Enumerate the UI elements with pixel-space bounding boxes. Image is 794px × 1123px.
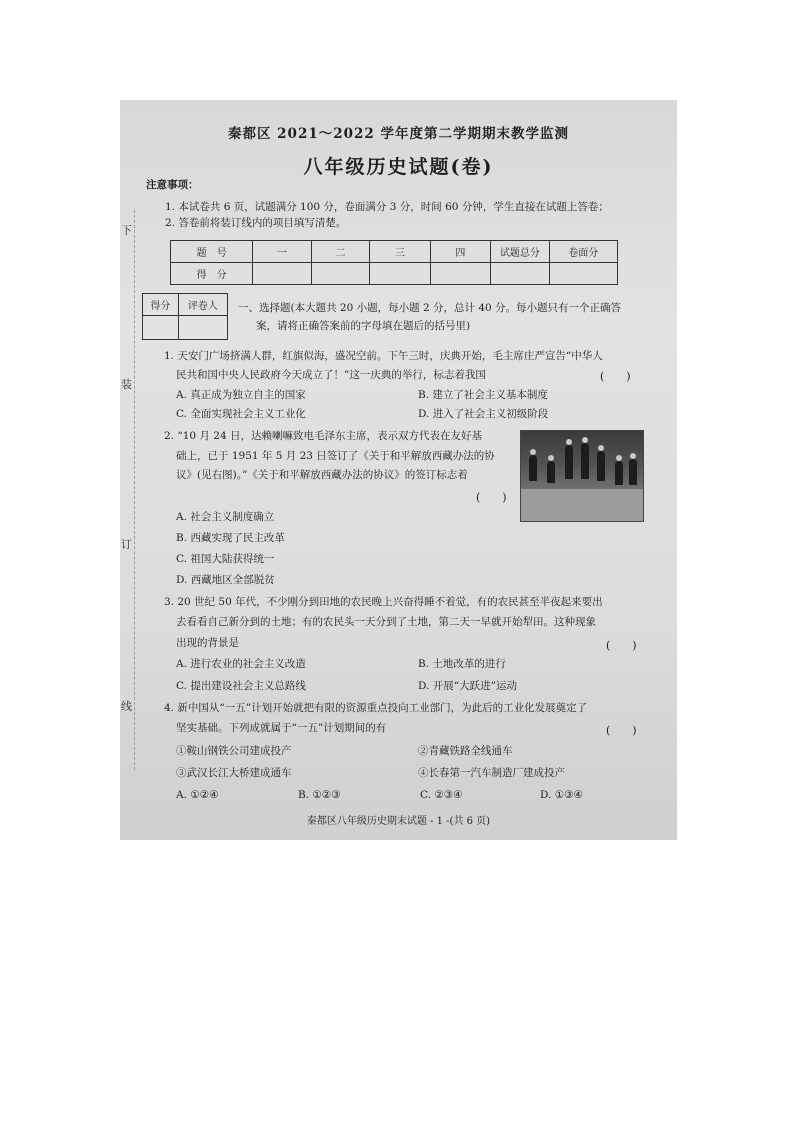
score-table-header: 试题总分: [491, 241, 549, 263]
question-text: 议》(见右图)。”《关于和平解放西藏办法的协议》的签订标志着: [176, 469, 468, 481]
option-a: A. 社会主义制度确立: [176, 511, 275, 523]
grader-score-cell[interactable]: [143, 316, 179, 340]
answer-bracket[interactable]: ( ): [600, 370, 631, 383]
question-text: 去看看自己新分到的土地；有的农民头一天分到了土地，第二天一早就开始犁田。这种现象: [176, 616, 596, 628]
score-table-header: 一: [253, 241, 311, 263]
option-d: D. 开展“大跃进”运动: [418, 680, 517, 692]
score-row-label: 得 分: [171, 263, 253, 285]
section-title: 案，请将正确答案前的字母填在题后的括号里): [256, 320, 471, 332]
option-c: C. 祖国大陆获得统一: [176, 553, 275, 565]
option-b: B. 土地改革的进行: [418, 658, 506, 670]
notes-item: 2. 答卷前将装订线内的项目填写清楚。: [165, 217, 347, 229]
answer-bracket[interactable]: ( ): [476, 491, 507, 504]
grader-name-label: 评卷人: [178, 294, 227, 316]
question-text: 2. “10 月 24 日，达赖喇嘛致电毛泽东主席，表示双方代表在友好基: [164, 430, 482, 442]
option-b: B. ①②③: [298, 789, 341, 801]
grader-score-label: 得分: [143, 294, 179, 316]
option-a: A. ①②④: [176, 789, 219, 801]
answer-bracket[interactable]: ( ): [606, 639, 637, 652]
binding-char: 装: [121, 378, 132, 391]
question-text: 民共和国中央人民政府今天成立了！”这一庆典的举行，标志着我国: [176, 369, 486, 381]
treaty-signing-photo: [520, 430, 644, 522]
grader-box: [142, 293, 228, 340]
option-b: B. 建立了社会主义基本制度: [418, 389, 548, 401]
subject-title: 八年级历史试题(卷): [303, 156, 494, 178]
option-d: D. 西藏地区全部脱贫: [176, 574, 275, 586]
binding-line: [134, 210, 135, 770]
score-cell[interactable]: [491, 263, 549, 285]
section-title: 一、选择题(本大题共 20 小题，每小题 2 分，总计 40 分。每小题只有一个正确答: [238, 302, 622, 314]
statement-item: ②青藏铁路全线通车: [418, 745, 513, 757]
option-a: A. 真正成为独立自主的国家: [176, 389, 306, 401]
score-table: [170, 240, 618, 285]
question-text: 坚实基础。下列成就属于“一五”计划期间的有: [176, 722, 387, 734]
option-b: B. 西藏实现了民主改革: [176, 532, 285, 544]
question-text: 4. 新中国从“一五”计划开始就把有限的资源重点投向工业部门，为此后的工业化发展奠定了: [164, 702, 588, 714]
option-d: D. ①③④: [540, 789, 583, 801]
score-cell[interactable]: [430, 263, 490, 285]
option-a: A. 进行农业的社会主义改造: [176, 658, 306, 670]
score-table-header: 卷面分: [549, 241, 617, 263]
notes-item: 1. 本试卷共 6 页，试题满分 100 分，卷面满分 3 分，时间 60 分钟，学生直接在试题上答卷；: [165, 201, 609, 213]
score-table-header: 四: [430, 241, 490, 263]
binding-char: 订: [121, 538, 132, 551]
score-cell[interactable]: [549, 263, 617, 285]
grader-name-cell[interactable]: [178, 316, 227, 340]
notes-heading: 注意事项：: [146, 179, 199, 191]
statement-item: ①鞍山钢铁公司建成投产: [176, 745, 292, 757]
question-text: 出现的背景是: [176, 637, 239, 649]
option-c: C. ②③④: [420, 789, 463, 801]
option-d: D. 进入了社会主义初级阶段: [418, 408, 549, 420]
binding-char: 线: [121, 700, 132, 713]
page-footer: 秦都区八年级历史期末试题 - 1 -(共 6 页): [306, 816, 491, 827]
question-text: 础上，已于 1951 年 5 月 23 日签订了《关于和平解放西藏办法的协: [176, 450, 495, 462]
statement-item: ④长春第一汽车制造厂建成投产: [418, 767, 565, 779]
score-cell[interactable]: [311, 263, 369, 285]
score-cell[interactable]: [370, 263, 430, 285]
question-text: 3. 20 世纪 50 年代，不少刚分到田地的农民晚上兴奋得睡不着觉，有的农民甚至半夜起来要出: [164, 596, 603, 608]
question-text: 1. 天安门广场挤满人群，红旗似海，盛况空前。下午三时，庆典开始，毛主席庄严宣告“中华人: [164, 350, 603, 362]
answer-bracket[interactable]: ( ): [606, 724, 637, 737]
binding-char: 下: [121, 224, 132, 237]
statement-item: ③武汉长江大桥建成通车: [176, 767, 292, 779]
option-c: C. 提出建设社会主义总路线: [176, 680, 306, 692]
exam-paper: [120, 100, 677, 840]
exam-title: 秦都区 2021～2022 学年度第二学期期末教学监测: [227, 126, 570, 142]
score-table-header: 三: [370, 241, 430, 263]
option-c: C. 全面实现社会主义工业化: [176, 408, 306, 420]
score-cell[interactable]: [253, 263, 311, 285]
score-table-header: 题 号: [171, 241, 253, 263]
score-table-header: 二: [311, 241, 369, 263]
